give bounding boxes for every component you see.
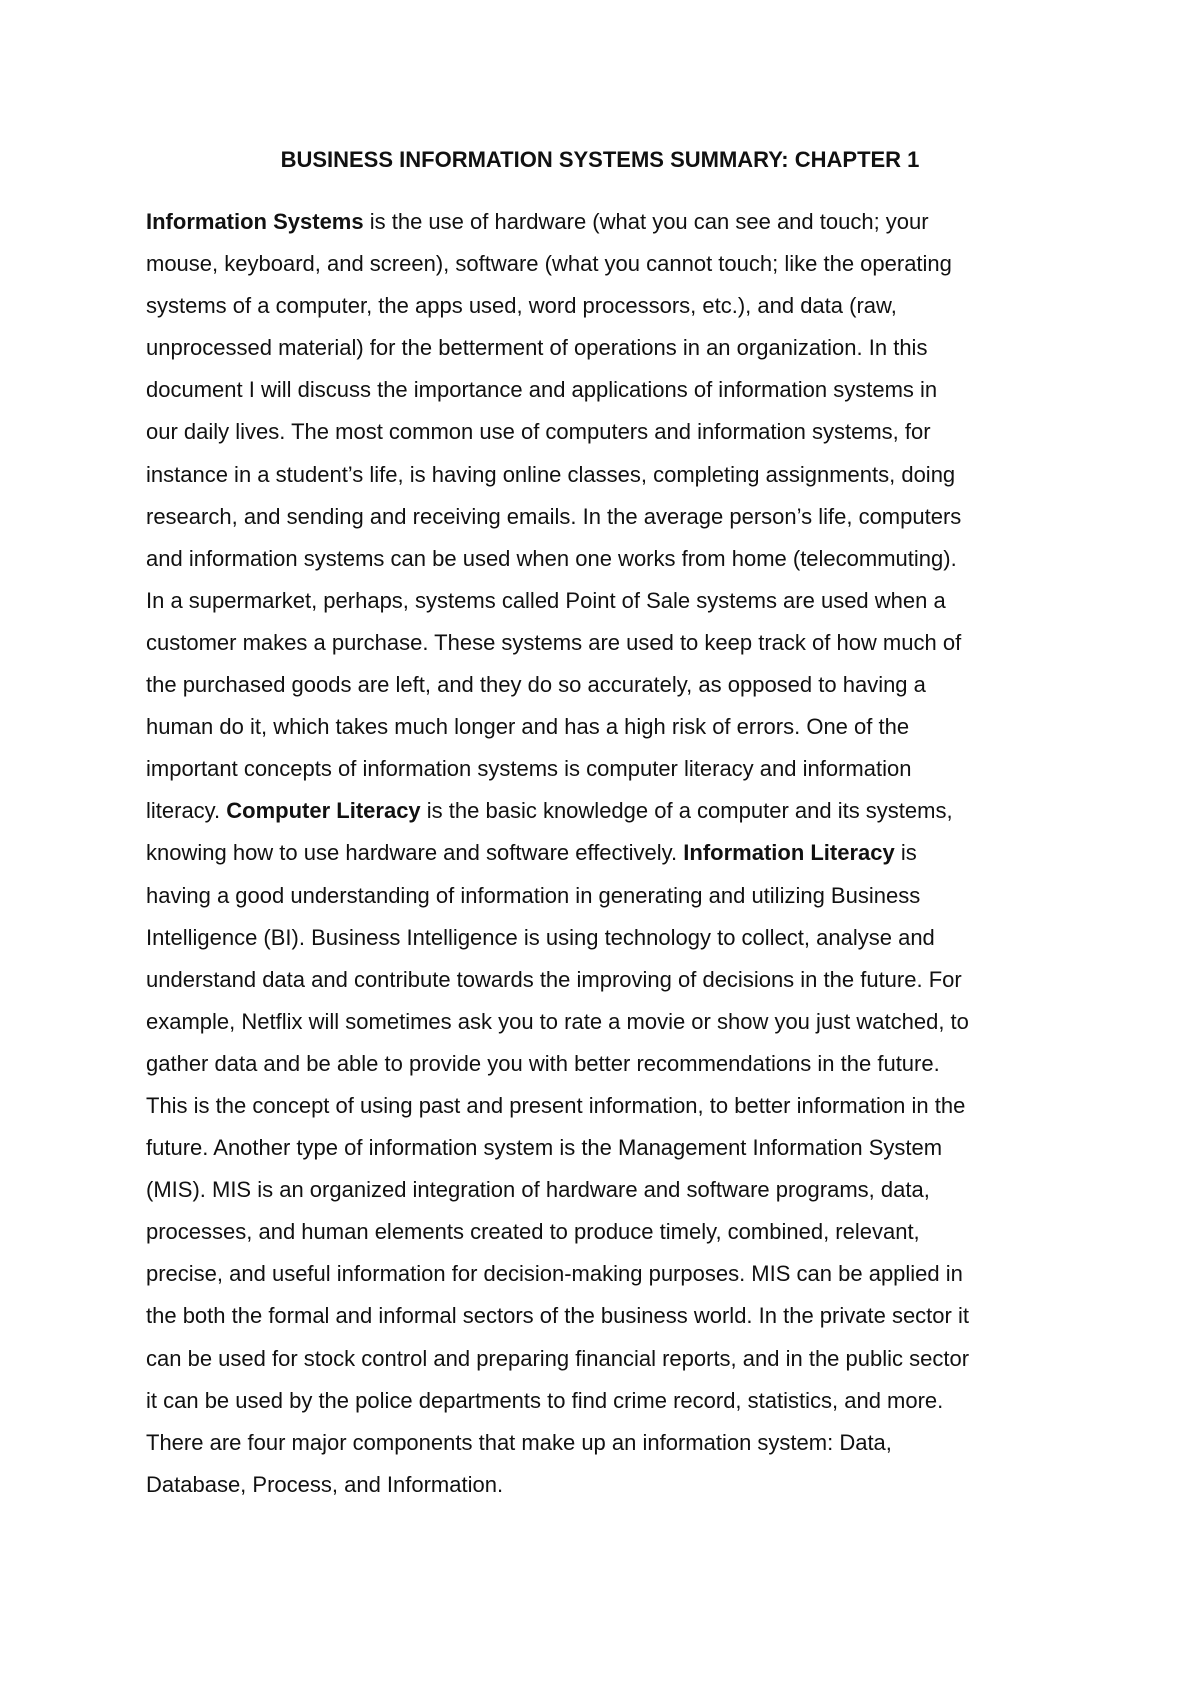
body-text-run: having a good understanding of information in generating and utilizing Business	[146, 882, 921, 908]
body-line	[146, 1085, 1066, 1127]
body-line	[146, 1211, 1066, 1253]
body-line	[146, 1169, 1066, 1211]
body-text-run: is the basic knowledge of a computer and its systems,	[420, 798, 953, 824]
body-line	[146, 369, 1066, 411]
body-text-run: human do it, which takes much longer and has a high risk of errors. One of the	[146, 714, 910, 740]
body-line	[146, 1001, 1066, 1043]
body-text-run: it can be used by the police departments to find crime record, statistics, and more.	[146, 1387, 944, 1413]
body-line	[146, 411, 1066, 453]
body-text-run: instance in a student’s life, is having online classes, completing assignments, doing	[146, 461, 956, 487]
body-line	[146, 748, 1066, 790]
body-line	[146, 790, 1066, 832]
bold-term: Information Literacy	[683, 840, 895, 866]
body-text-run: document I will discuss the importance and applications of information systems in	[146, 377, 938, 403]
body-line	[146, 917, 1066, 959]
body-line	[146, 706, 1066, 748]
body-text-run: future. Another type of information system is the Management Information System	[146, 1135, 943, 1161]
body-line	[146, 959, 1066, 1001]
bold-term: Computer Literacy	[226, 798, 421, 824]
body-line	[146, 1043, 1066, 1085]
body-line	[146, 1253, 1066, 1295]
body-text-run: literacy.	[146, 798, 227, 824]
body-line	[146, 1338, 1066, 1380]
document-body	[146, 201, 1066, 1506]
body-line	[146, 1380, 1066, 1422]
body-line	[146, 243, 1066, 285]
body-line	[146, 1127, 1066, 1169]
body-text-run: systems of a computer, the apps used, word processors, etc.), and data (raw,	[146, 293, 897, 319]
body-text-run: understand data and contribute towards the improving of decisions in the future. For	[146, 966, 962, 992]
body-text-run: knowing how to use hardware and software effectively.	[146, 840, 684, 866]
body-text-run: research, and sending and receiving emails. In the average person’s life, computers	[146, 503, 962, 529]
body-text-run: This is the concept of using past and present information, to better information in the	[146, 1092, 966, 1118]
document-title: BUSINESS INFORMATION SYSTEMS SUMMARY: CHAPTER 1	[280, 147, 920, 172]
body-text-run: In a supermarket, perhaps, systems called Point of Sale systems are used when a	[146, 587, 946, 613]
body-text-run: Database, Process, and Information.	[146, 1471, 504, 1497]
body-text-run: unprocessed material) for the betterment of operations in an organization. In this	[146, 335, 928, 361]
bold-term: Information Systems	[146, 209, 364, 234]
body-text-run: (MIS). MIS is an organized integration of hardware and software programs, data,	[146, 1177, 930, 1203]
body-line	[146, 1464, 1066, 1506]
body-line	[146, 875, 1066, 917]
body-text-run: processes, and human elements created to produce timely, combined, relevant,	[146, 1219, 920, 1245]
body-text-run: gather data and be able to provide you with better recommendations in the future.	[146, 1050, 940, 1076]
body-text-run: is the use of hardware (what you can see and touch; your	[363, 209, 929, 234]
body-text-run: important concepts of information systems is computer literacy and information	[146, 756, 912, 782]
body-text-run: mouse, keyboard, and screen), software (what you cannot touch; like the operating	[146, 251, 952, 277]
body-text-run: our daily lives. The most common use of computers and information systems, for	[146, 419, 931, 445]
body-line	[146, 454, 1066, 496]
body-line	[146, 580, 1066, 622]
body-text-run: example, Netflix will sometimes ask you to rate a movie or show you just watched, to	[146, 1008, 969, 1034]
body-text-run: the both the formal and informal sectors of the business world. In the private sector it	[146, 1303, 969, 1329]
body-text-run: There are four major components that make up an information system: Data,	[146, 1429, 892, 1455]
body-text-run: precise, and useful information for decision-making purposes. MIS can be applied in	[146, 1261, 963, 1287]
body-line	[146, 1422, 1066, 1464]
body-line	[146, 327, 1066, 369]
body-line	[146, 1295, 1066, 1337]
body-line	[146, 832, 1066, 874]
body-line	[146, 496, 1066, 538]
body-line	[146, 664, 1066, 706]
body-text-run: customer makes a purchase. These systems are used to keep track of how much of	[146, 629, 962, 655]
body-text-run: Intelligence (BI). Business Intelligence is using technology to collect, analyse and	[146, 924, 935, 950]
body-line	[146, 285, 1066, 327]
body-text-run: the purchased goods are left, and they do so accurately, as opposed to having a	[146, 672, 926, 698]
body-text-run: and information systems can be used when one works from home (telecommuting).	[146, 545, 957, 571]
body-text-run: is	[894, 840, 917, 866]
body-text-run: can be used for stock control and preparing financial reports, and in the public sector	[146, 1345, 970, 1371]
body-line	[146, 538, 1066, 580]
body-line	[146, 622, 1066, 664]
body-line	[146, 201, 1066, 243]
